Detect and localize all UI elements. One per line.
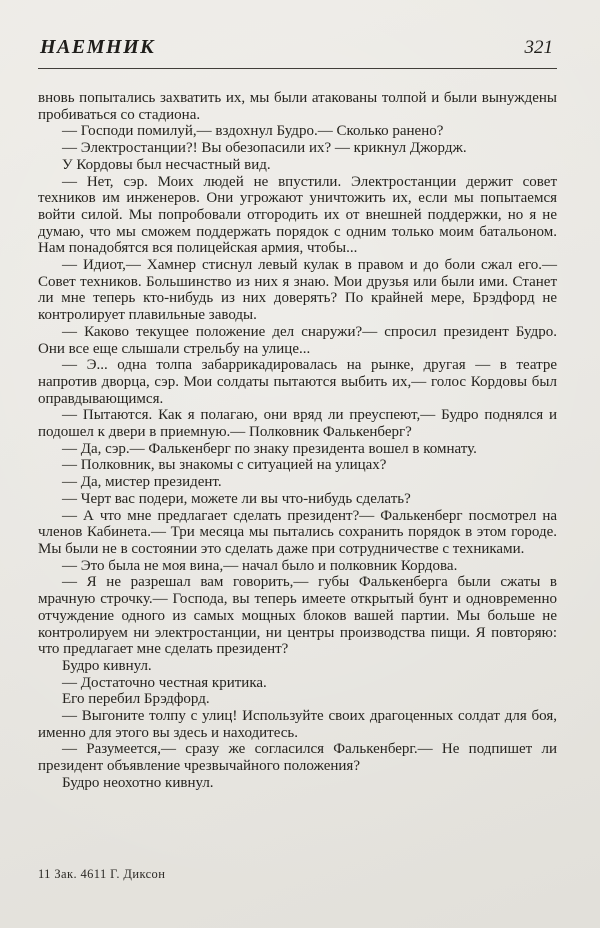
paragraph: Будро кивнул. xyxy=(62,657,152,674)
paragraph: — Электростанции?! Вы обезопасили их? — крикнул Джордж. xyxy=(62,140,467,157)
paragraph: — Да, сэр.— Фалькенберг по знаку президента вошел в комнату. xyxy=(62,440,477,457)
paragraph: — Господи помилуй,— вздохнул Будро.— Сколько ранено? xyxy=(62,123,444,140)
paragraph: вновь попытались захватить их, мы были атакованы толпой и были вынуждены пробиваться со стадиона. xyxy=(38,90,557,123)
paragraph: — Да, мистер президент. xyxy=(62,474,222,491)
paragraph: — Э... одна толпа забаррикадировалась на рынке, другая — в театре напротив дворца, сэр. Мои солдаты пытаются выбить их,— голос Кордовы был оправдывающимся. xyxy=(38,357,557,407)
paragraph: У Кордовы был несчастный вид. xyxy=(62,156,271,173)
page-header xyxy=(38,36,557,59)
header-rule xyxy=(38,68,557,69)
paragraph: Будро неохотно кивнул. xyxy=(62,774,214,791)
paragraph: — А что мне предлагает сделать президент?— Фалькенберг посмотрел на членов Кабинета.— Три месяца мы пытались сохранить порядок в этом городе. Мы были не в состоянии это сделать даже при сотрудничестве с техниками. xyxy=(38,507,557,557)
page-body xyxy=(38,90,557,792)
paragraph: Его перебил Брэдфорд. xyxy=(62,691,210,708)
paragraph: — Разумеется,— сразу же согласился Фалькенберг.— Не подпишет ли президент объявление чрезвычайного положения? xyxy=(38,741,557,775)
page-footer xyxy=(38,867,165,882)
paragraph: — Пытаются. Как я полагаю, они вряд ли преуспеют,— Будро поднялся и подошел к двери в приемную.— Полковник Фалькенберг? xyxy=(38,407,557,441)
paragraph: — Каково текущее положение дел снаружи?— спросил президент Будро. Они все еще слышали стрельбу на улице... xyxy=(38,323,557,357)
running-title: НАЕМНИК xyxy=(40,36,156,58)
print-imprint: 11 Зак. 4611 Г. Диксон xyxy=(38,867,166,881)
paragraph: — Достаточно честная критика. xyxy=(62,674,267,691)
paragraph: — Это была не моя вина,— начал было и полковник Кордова. xyxy=(62,557,458,574)
paragraph: — Нет, сэр. Моих людей не впустили. Электростанции держит совет техников им инженеров. Они угрожают уничтожить их, если мы попытаемся войти силой. Мы попробовали отгородить их от внешней поддержки, но я не думаю, что мы сможем поддержать порядок с одним только моим батальоном. Нам понадобятся вся полицейская армия, чтобы... xyxy=(38,173,557,257)
paragraph: — Черт вас подери, можете ли вы что-нибудь сделать? xyxy=(62,490,411,507)
paragraph: — Я не разрешал вам говорить,— губы Фалькенберга были сжаты в мрачную строчку.— Господа, вы теперь имеете открытый бунт и одновременно отчуждение одного из самых мощных блоков вашей партии. Мы больше не контролируем ни электростанции, ни центры производства пищи. Я повторяю: что предлагает мне сделать президент? xyxy=(38,574,557,658)
paragraph: — Идиот,— Хамнер стиснул левый кулак в правом и до боли сжал его.— Совет техников. Большинство из них я знаю. Мои друзья или были ими. Станет ли мне теперь кто-нибудь из них доверять? По крайней мере, Брэдфорд не контролирует плавильные заводы. xyxy=(38,257,557,324)
page-number: 321 xyxy=(524,37,553,58)
paragraph: — Выгоните толпу с улиц! Используйте своих драгоценных солдат для боя, именно для этого вы здесь и находитесь. xyxy=(38,708,557,741)
paragraph: — Полковник, вы знакомы с ситуацией на улицах? xyxy=(62,457,387,474)
